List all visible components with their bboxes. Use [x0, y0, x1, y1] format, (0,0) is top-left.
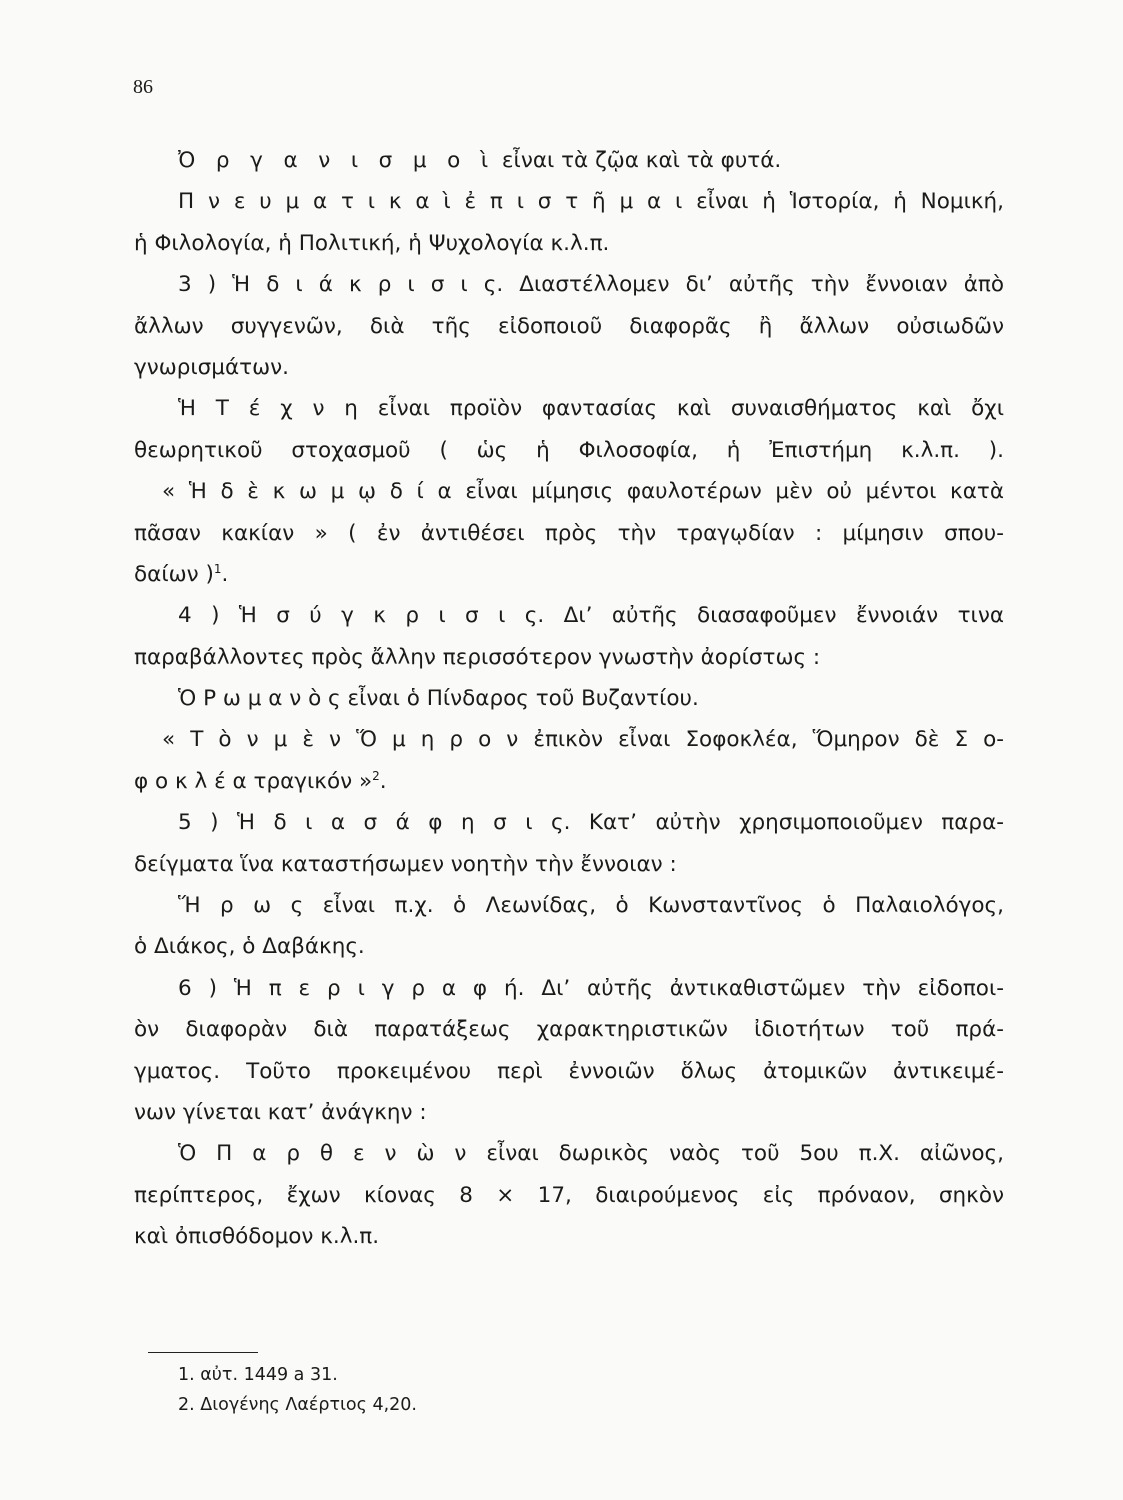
- line-text: εἶναι π.χ. ὁ Λεωνίδας, ὁ Κωνσταντῖνος ὁ Παλαιολόγος,: [303, 893, 1004, 919]
- spaced-term: 5 ) Ἡ δ ι α σ ά φ η σ ι ς.: [178, 810, 571, 836]
- text-line: [134, 223, 1004, 264]
- text-line: [134, 1133, 1004, 1174]
- spaced-term: Ὀ ρ γ α ν ι σ μ ο ὶ: [178, 148, 496, 173]
- line-text-end: .: [221, 561, 229, 587]
- text-line: [134, 306, 1004, 347]
- line-text: ἄλλων συγγενῶν, διὰ τῆς εἰδοποιοῦ διαφορᾶς ἢ ἄλλων οὐσιωδῶν: [134, 313, 1004, 339]
- text-line: [134, 264, 1004, 305]
- spaced-term-end: Σ ο-: [954, 727, 1004, 753]
- text-line: [134, 885, 1004, 926]
- spaced-term: 4 ) Ἡ σ ύ γ κ ρ ι σ ι ς.: [178, 603, 545, 629]
- text-line: [134, 554, 1004, 595]
- line-text: ἡ Φιλολογία, ἡ Πολιτική, ἡ Ψυχολογία κ.λ.π.: [134, 230, 610, 256]
- text-line: [134, 471, 1004, 512]
- text-line: [134, 181, 1004, 222]
- line-text: ἐπικὸν εἶναι Σοφοκλέα, Ὅμηρον δὲ: [518, 727, 955, 753]
- line-text: τραγικόν »: [246, 768, 373, 794]
- line-text: ὸν διαφορὰν διὰ παρατάξεως χαρακτηριστικῶν ἰδιοτήτων τοῦ πρά-: [134, 1017, 1004, 1043]
- line-text: εἶναι μίμησις φαυλοτέρων μὲν οὐ μέντοι κατὰ: [451, 479, 1004, 505]
- body-text: [134, 140, 1004, 1258]
- text-line: [134, 595, 1004, 636]
- page-number: 86: [133, 76, 153, 98]
- line-text: νων γίνεται κατ’ ἀνάγκην :: [134, 1099, 427, 1125]
- text-line: [134, 761, 1004, 802]
- text-line: [134, 968, 1004, 1009]
- text-line: [134, 430, 1004, 471]
- footnote-ref: 2: [372, 768, 380, 783]
- line-text: γνωρισμάτων.: [134, 354, 289, 380]
- spaced-term: 6 ) Ἡ π ε ρ ι γ ρ α φ ή.: [178, 975, 525, 1001]
- line-text-end: .: [379, 768, 387, 794]
- text-line: [134, 637, 1004, 678]
- text-line: [134, 347, 1004, 388]
- footnote: 1. αὐτ. 1449 a 31.: [178, 1365, 338, 1385]
- footnotes: [178, 1360, 417, 1420]
- spaced-term: Ὁ Ρ ω μ α ν ὸ ς: [178, 686, 341, 712]
- line-text: δαίων ): [134, 561, 214, 587]
- spaced-term: « Τ ὸ ν μ ὲ ν Ὅ μ η ρ ο ν: [162, 727, 519, 753]
- line-text: εἶναι δωρικὸς ναὸς τοῦ 5ου π.Χ. αἰῶνος,: [466, 1141, 1004, 1167]
- footnote: 2. Διογένης Λαέρτιος 4,20.: [178, 1395, 417, 1415]
- text-line: [134, 1216, 1004, 1257]
- line-text: δείγματα ἵνα καταστήσωμεν νοητὴν τὴν ἔννοιαν :: [134, 851, 677, 877]
- line-text: εἶναι ἡ Ἱστορία, ἡ Νομική,: [682, 189, 1004, 215]
- spaced-term: « Ἡ δ ὲ κ ω μ ῳ δ ί α: [162, 479, 452, 505]
- line-text: γματος. Τοῦτο προκειμένου περὶ ἐννοιῶν ὅλως ἀτομικῶν ἀντικειμέ-: [134, 1058, 1004, 1084]
- text-line: [134, 844, 1004, 885]
- line-text: εἶναι τὰ ζῷα καὶ τὰ φυτά.: [495, 148, 782, 173]
- line-text: Δι’ αὐτῆς ἀντικαθιστῶμεν τὴν εἰδοποι-: [524, 975, 1004, 1001]
- text-line: [134, 1092, 1004, 1133]
- spaced-term: Ὁ Π α ρ θ ε ν ὼ ν: [178, 1141, 467, 1167]
- text-line: [134, 802, 1004, 843]
- text-line: [134, 1051, 1004, 1092]
- text-line: [134, 926, 1004, 967]
- footnote-divider: [148, 1352, 258, 1353]
- line-text: παραβάλλοντες πρὸς ἄλλην περισσότερον γνωστὴν ἀορίστως :: [134, 644, 821, 670]
- spaced-term: φ ο κ λ έ α: [134, 768, 247, 794]
- text-line: [134, 678, 1004, 719]
- text-line: [134, 140, 1004, 181]
- line-text: ὁ Διάκος, ὁ Δαβάκης.: [134, 934, 365, 960]
- spaced-term: 3 ) Ἡ δ ι ά κ ρ ι σ ι ς.: [178, 272, 504, 298]
- line-text: εἶναι ὁ Πίνδαρος τοῦ Βυζαντίου.: [340, 686, 699, 712]
- spaced-term: Ἥ ρ ω ς: [178, 893, 304, 919]
- text-line: [134, 513, 1004, 554]
- spaced-term: Ἡ Τ έ χ ν η: [178, 396, 358, 422]
- text-line: [134, 719, 1004, 760]
- text-line: [134, 1175, 1004, 1216]
- line-text: Διαστέλλομεν δι’ αὐτῆς τὴν ἔννοιαν ἀπὸ: [503, 272, 1004, 298]
- spaced-term: Π ν ε υ μ α τ ι κ α ὶ ἐ π ι σ τ ῆ μ α ι: [178, 189, 683, 215]
- text-line: [134, 388, 1004, 429]
- line-text: Δι’ αὐτῆς διασαφοῦμεν ἔννοιάν τινα: [544, 603, 1004, 629]
- line-text: θεωρητικοῦ στοχασμοῦ ( ὡς ἡ Φιλοσοφία, ἡ Ἐπιστήμη κ.λ.π. ).: [134, 437, 1004, 463]
- footnote-ref: 1: [213, 561, 222, 576]
- text-line: [134, 1009, 1004, 1050]
- line-text: περίπτερος, ἔχων κίονας 8 × 17, διαιρούμενος εἰς πρόναον, σηκὸν: [134, 1182, 1004, 1208]
- line-text: πᾶσαν κακίαν » ( ἐν ἀντιθέσει πρὸς τὴν τραγῳδίαν : μίμησιν σπου-: [134, 520, 1004, 546]
- line-text: Κατ’ αὐτὴν χρησιμοποιοῦμεν παρα-: [570, 810, 1005, 836]
- line-text: καὶ ὀπισθόδομον κ.λ.π.: [134, 1224, 380, 1250]
- line-text: εἶναι προϊὸν φαντασίας καὶ συναισθήματος καὶ ὄχι: [357, 396, 1004, 422]
